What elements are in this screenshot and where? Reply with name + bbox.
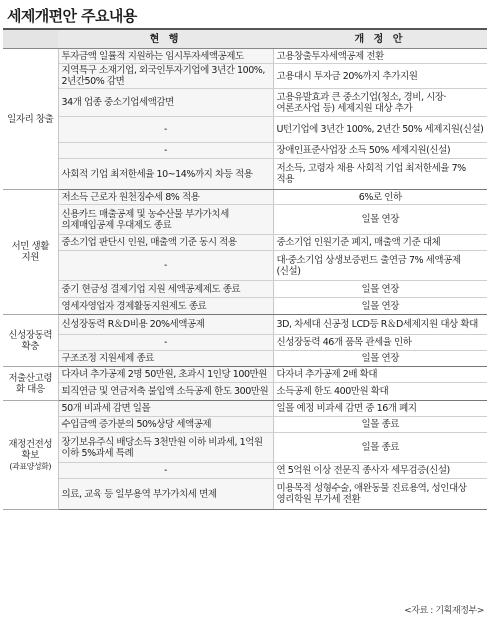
- revised-cell: 중소기업 인원기준 폐지, 매출액 기준 대체: [273, 235, 487, 251]
- table-row: [3, 367, 487, 383]
- current-cell: 사회적 기업 최저한세율 10~14%까지 차등 적용: [58, 159, 273, 190]
- current-cell: -: [58, 143, 273, 159]
- table-row: [3, 64, 487, 89]
- table-body: [3, 49, 487, 510]
- table-row: [3, 89, 487, 117]
- revised-cell: 장애인표준사업장 소득 50% 세제지원(신설): [273, 143, 487, 159]
- revised-cell: 고용유발효과 큰 중소기업(청소, 경비, 시장·여론조사업 등) 세제지원 대상 추가: [273, 89, 487, 117]
- revised-cell: 일몰 종료: [273, 433, 487, 463]
- current-cell: 지역특구 소재기업, 외국인투자기업에 3년간 100%, 2년간50% 감면: [58, 64, 273, 89]
- current-cell: -: [58, 251, 273, 281]
- category-cell-birth: [3, 367, 58, 401]
- category-sublabel: (과표양성화): [9, 461, 52, 471]
- revised-cell: 다자녀 추가공제 2배 확대: [273, 367, 487, 383]
- current-cell: 수입금액 증가분의 50%상당 세액공제: [58, 417, 273, 433]
- current-cell: 중소기업 판단시 인원, 매출액 기준 동시 적용: [58, 235, 273, 251]
- current-cell: -: [58, 463, 273, 479]
- current-cell: 장기보유주식 배당소득 3천만원 이하 비과세, 1억원 이하 5%과세 특례: [58, 433, 273, 463]
- revised-cell: 소득공제 한도 400만원 확대: [273, 383, 487, 401]
- table-row: [3, 463, 487, 479]
- table-row: [3, 49, 487, 64]
- table-row: [3, 159, 487, 190]
- header-current: 현 행: [58, 29, 273, 49]
- category-cell-jobs: [3, 49, 58, 190]
- current-cell: 신성장동력 R＆D비용 20%세액공제: [58, 315, 273, 335]
- table-row: [3, 117, 487, 143]
- header-category: [3, 29, 58, 49]
- table-row: [3, 479, 487, 510]
- table-row: [3, 235, 487, 251]
- category-label: 신성장동력 확충: [8, 329, 53, 352]
- current-cell: 중기 현금성 결제기업 지원 세액공제제도 종료: [58, 281, 273, 298]
- table-row: [3, 315, 487, 335]
- table-row: [3, 251, 487, 281]
- table-row: [3, 205, 487, 235]
- table-row: [3, 433, 487, 463]
- table-row: [3, 335, 487, 351]
- revised-cell: 고용창출투자세액공제 전환: [273, 49, 487, 64]
- revised-cell: 대·중소기업 상생보증펀드 출연금 7% 세액공제(신설): [273, 251, 487, 281]
- category-cell-growth: [3, 315, 58, 367]
- table-row: [3, 351, 487, 367]
- revised-cell: 3D, 차세대 신공정 LCD등 R＆D세제지원 대상 확대: [273, 315, 487, 335]
- current-cell: 신용카드 매출공제 및 농수산물 부가가치세 의제매입공제 우대제도 종료: [58, 205, 273, 235]
- current-cell: 의료, 교육 등 일부용역 부가가치세 면제: [58, 479, 273, 510]
- revised-cell: 미용목적 성형수술, 애완동물 진료용역, 성인대상 영리학원 부가세 전환: [273, 479, 487, 510]
- revised-cell: 일몰 연장: [273, 298, 487, 315]
- current-cell: 34개 업종 중소기업세액감면: [58, 89, 273, 117]
- current-cell: -: [58, 335, 273, 351]
- current-cell: 구조조정 지원세제 종료: [58, 351, 273, 367]
- category-cell-livelihood: [3, 190, 58, 315]
- current-cell: 영세자영업자 경제활동지원제도 종료: [58, 298, 273, 315]
- table-header-row: [3, 29, 487, 49]
- category-label: 재정건전성 확보: [8, 438, 53, 461]
- current-cell: 투자금액 일률적 지원하는 임시투자세액공제도: [58, 49, 273, 64]
- category-label: 저출산고령 화 대응: [8, 372, 53, 395]
- header-revised: 개 정 안: [273, 29, 487, 49]
- table-row: [3, 417, 487, 433]
- revised-cell: 6%로 인하: [273, 190, 487, 205]
- current-cell: -: [58, 117, 273, 143]
- revised-cell: 저소득, 고령자 채용 사회적 기업 최저한세율 7% 적용: [273, 159, 487, 190]
- page-title: 세제개편안 주요내용: [7, 7, 137, 25]
- revised-cell: 일몰 종료: [273, 417, 487, 433]
- revised-cell: 고용대시 투자금 20%까지 추가지원: [273, 64, 487, 89]
- table-row: [3, 298, 487, 315]
- current-cell: 저소득 근로자 원천징수세 8% 적용: [58, 190, 273, 205]
- table-row: [3, 281, 487, 298]
- tax-reform-table: [3, 28, 487, 510]
- revised-cell: 일몰 연장: [273, 281, 487, 298]
- revised-cell: 연 5억원 이상 전문직 종사자 세무검증(신설): [273, 463, 487, 479]
- revised-cell: U턴기업에 3년간 100%, 2년간 50% 세제지원(신설): [273, 117, 487, 143]
- table-row: [3, 401, 487, 417]
- table-row: [3, 190, 487, 205]
- category-label: 일자리 창출: [7, 113, 54, 125]
- current-cell: 50개 비과세 감면 일몰: [58, 401, 273, 417]
- revised-cell: 일몰 예정 비과세 감면 중 16개 폐지: [273, 401, 487, 417]
- category-label: 서민 생활 지원: [11, 241, 49, 263]
- source-note: <자료 : 기획재정부>: [404, 606, 484, 616]
- revised-cell: 신성장동력 46개 품목 관세율 인하: [273, 335, 487, 351]
- current-cell: 다자녀 추가공제 2명 50만원, 초과시 1인당 100만원: [58, 367, 273, 383]
- table-row: [3, 143, 487, 159]
- revised-cell: 일몰 연장: [273, 351, 487, 367]
- category-cell-fiscal: [3, 401, 58, 510]
- table-row: [3, 383, 487, 401]
- revised-cell: 일몰 연장: [273, 205, 487, 235]
- current-cell: 퇴직연금 및 연금저축 불입액 소득공제 한도 300만원: [58, 383, 273, 401]
